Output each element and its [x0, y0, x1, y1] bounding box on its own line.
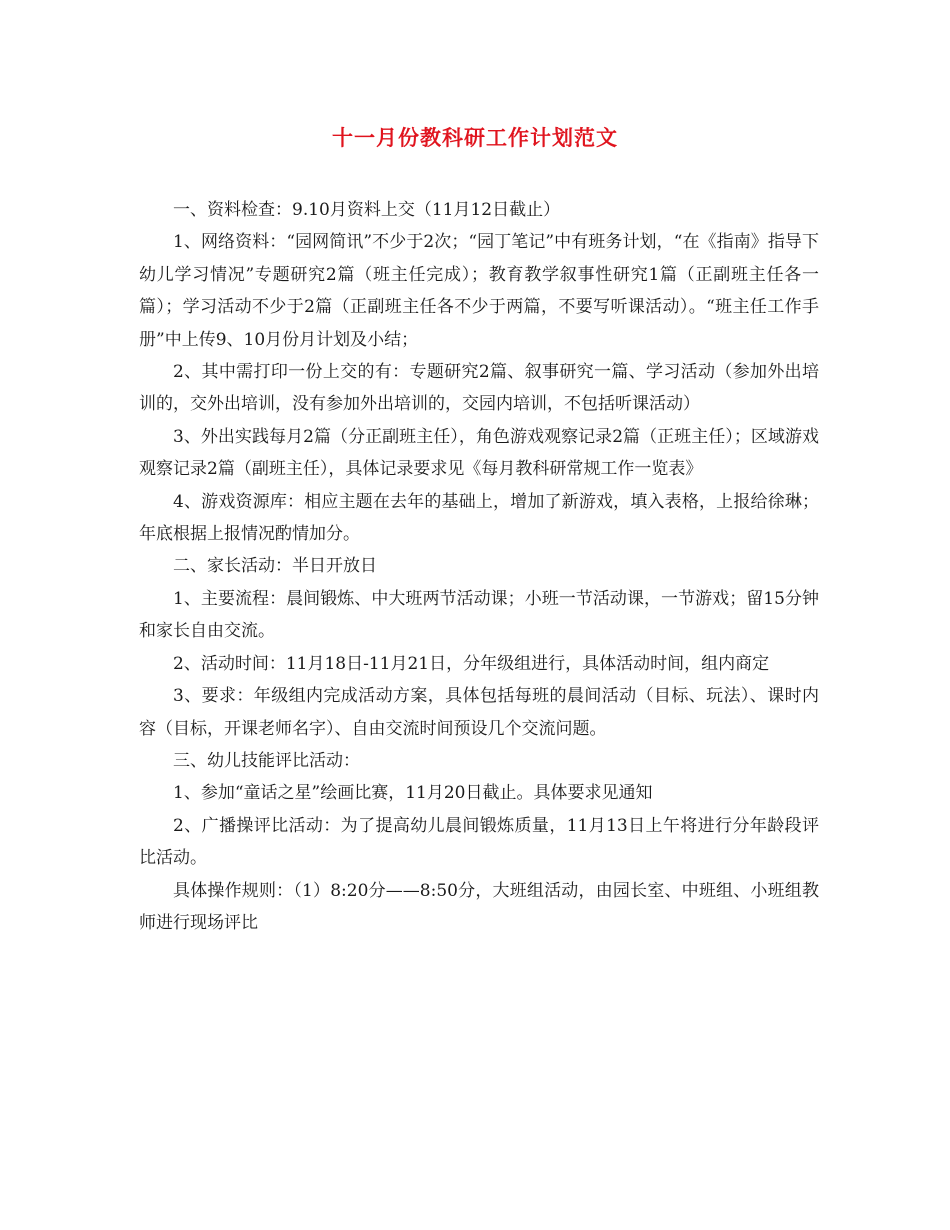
paragraph-section-3-heading: 三、幼儿技能评比活动： — [173, 750, 360, 771]
paragraph-section-1-heading: 一、资料检查：9.10月资料上交（11月12日截止） — [173, 200, 561, 220]
paragraph-operation-rules: 具体操作规则：（1）8:20分——8:50分，大班组活动，由园长室、中班组、小班组教师进行现场评比 — [139, 880, 819, 933]
document-body — [139, 194, 819, 939]
paragraph-activity-time: 2、活动时间：11月18日-11月21日，分年级组进行，具体活动时间，组内商定 — [173, 653, 770, 674]
paragraph-main-process: 1、主要流程：晨间锻炼、中大班两节活动课；小班一节活动课，一节游戏；留15分钟和家长自由交流。 — [139, 588, 819, 642]
paragraph-print-materials: 2、其中需打印一份上交的有：专题研究2篇、叙事研究一篇、学习活动（参加外出培训的，交外出培训，没有参加外出培训的，交园内培训，不包括听课活动） — [139, 362, 819, 415]
paragraph-exercise-contest: 2、广播操评比活动：为了提高幼儿晨间锻炼质量，11月13日上午将进行分年龄段评比活动。 — [139, 815, 819, 869]
paragraph-outside-practice: 3、外出实践每月2篇（分正副班主任），角色游戏观察记录2篇（正班主任）；区域游戏观察记录2篇（副班主任），具体记录要求见《每月教科研常规工作一览表》 — [139, 426, 819, 480]
paragraph-section-2-heading: 二、家长活动：半日开放日 — [173, 556, 377, 577]
paragraph-requirements: 3、要求：年级组内完成活动方案，具体包括每班的晨间活动（目标、玩法）、课时内容（目标，开课老师名字）、自由交流时间预设几个交流问题。 — [139, 686, 819, 739]
paragraph-drawing-contest: 1、参加“童话之星”绘画比赛，11月20日截止。具体要求见通知 — [173, 783, 653, 804]
document-title: 十一月份教科研工作计划范文 — [332, 125, 618, 150]
paragraph-game-resources: 4、游戏资源库：相应主题在去年的基础上，增加了新游戏，填入表格，上报给徐琳；年底根据上报情况酌情加分。 — [139, 491, 819, 545]
paragraph-network-materials: 1、网络资料：“园网简讯”不少于2次；“园丁笔记”中有班务计划，“在《指南》指导下幼儿学习情况”专题研究2篇（班主任完成）；教育教学叙事性研究1篇（正副班主任各一篇）；学习活动不少于2篇（正副班主任各不少于两篇，不要写听课活动）。“班主任工作手册”中上传9、10月份月计划及小结； — [139, 232, 819, 350]
